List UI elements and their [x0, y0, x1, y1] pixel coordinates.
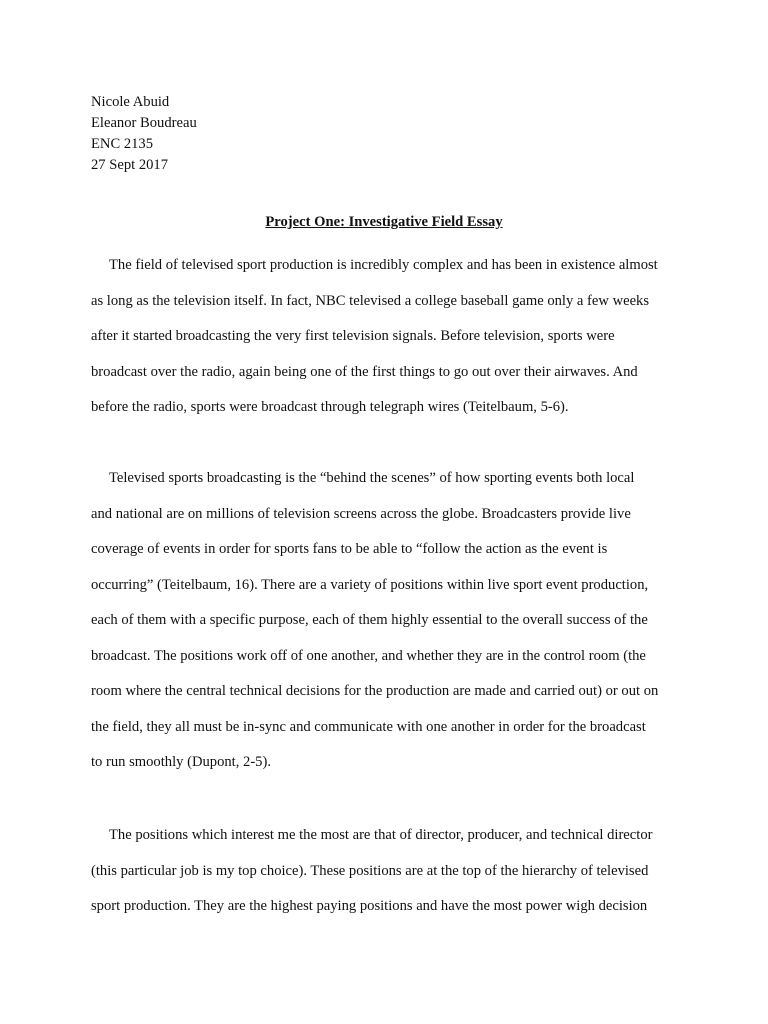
essay-title: Project One: Investigative Field Essay: [265, 214, 503, 230]
essay-date: 27 Sept 2017: [91, 157, 169, 173]
paragraph-line: (this particular job is my top choice). These positions are at the top of the hierarchy of televised: [91, 863, 649, 879]
course-code: ENC 2135: [91, 136, 154, 152]
paragraph-line: after it started broadcasting the very first television signals. Before television, sports were: [91, 328, 615, 344]
paragraph-line: occurring” (Teitelbaum, 16). There are a variety of positions within live sport event production,: [91, 577, 649, 593]
essay-heading-block: [91, 92, 197, 176]
paragraph-line: room where the central technical decisions for the production are made and carried out) or out on: [91, 683, 659, 699]
instructor-name: Eleanor Boudreau: [91, 115, 197, 131]
paragraph-line: each of them with a specific purpose, each of them highly essential to the overall success of the: [91, 612, 648, 628]
paragraph-line: The positions which interest me the most are that of director, producer, and technical director: [109, 827, 653, 843]
paragraph-line: broadcast. The positions work off of one another, and whether they are in the control room (the: [91, 648, 646, 664]
paragraph-line: broadcast over the radio, again being one of the first things to go out over their airwaves. And: [91, 364, 638, 380]
paragraph-line: coverage of events in order for sports fans to be able to “follow the action as the event is: [91, 541, 608, 557]
paragraph-line: as long as the television itself. In fact, NBC televised a college baseball game only a few weeks: [91, 293, 650, 309]
paragraph-line: to run smoothly (Dupont, 2-5).: [91, 754, 271, 770]
paragraph-line: the field, they all must be in-sync and communicate with one another in order for the broadcast: [91, 719, 646, 735]
paragraph-line: The field of televised sport production is incredibly complex and has been in existence almost: [109, 257, 658, 273]
paragraph-line: Televised sports broadcasting is the “behind the scenes” of how sporting events both local: [109, 470, 635, 486]
paragraph-line: sport production. They are the highest paying positions and have the most power wigh decision: [91, 898, 648, 914]
paragraph-line: before the radio, sports were broadcast through telegraph wires (Teitelbaum, 5-6).: [91, 399, 569, 415]
paragraph-line: and national are on millions of television screens across the globe. Broadcasters provide live: [91, 506, 631, 522]
author-name: Nicole Abuid: [91, 94, 170, 110]
